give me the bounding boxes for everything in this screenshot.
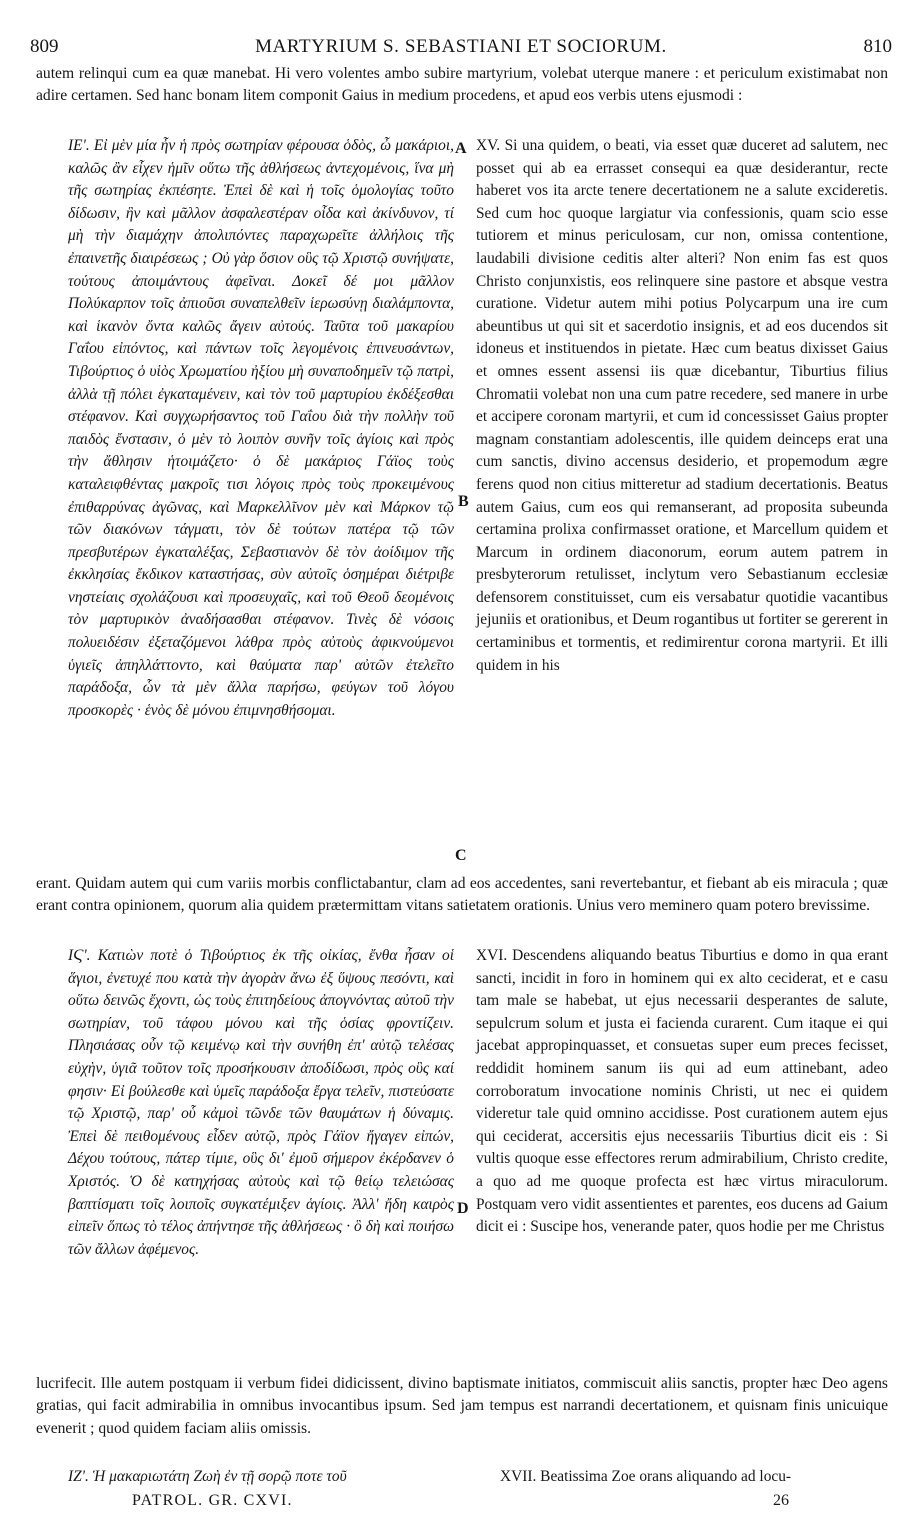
margin-letter-a: A xyxy=(455,140,467,157)
greek-column-section-15 xyxy=(68,135,454,722)
margin-letter-c: C xyxy=(455,847,467,864)
footer-sheet-number: 26 xyxy=(773,1492,789,1509)
latin-column-section-15 xyxy=(476,135,888,677)
margin-letter-b: B xyxy=(458,493,469,510)
running-title: MARTYRIUM S. SEBASTIANI ET SOCIORUM. xyxy=(255,36,667,57)
greek-text-16: ΙϚ'. Κατιὼν ποτὲ ὁ Τιβούρτιος ἐκ τῆς οἰκίας, ἔνθα ἦσαν οἱ ἅγιοι, ἐνετυχέ που κατὰ τὴν ἀγορὰν ἄνω ἐξ ὕψους πεσόντι, καὶ οὕτω δεινῶς ἔχοντι, ὡς τοὺς ἐπιτηδείους ἀπογνόντας αὐτοῦ τὴν σωτηρίαν, τοῦ τάφου μόνου καὶ τῆς ὁσίας φροντίζειν. Πλησιάσας οὖν τῷ κειμένῳ καὶ τὴν συνήθη ἐπ' αὐτῷ τελέσας εὐχὴν, ὑγιᾶ τοῦτον τοῖς προσήκουσιν ἀποδίδωσι, πρὸς οὓς καί φησιν· Εἰ βούλεσθε καὶ ὑμεῖς παράδοξα ἔργα τελεῖν, πιστεύσατε τῷ Χριστῷ, παρ' οὗ κἀμοὶ τῶνδε τῶν θαυμάτων ἡ δύναμις. Ἐπεὶ δὲ πειθομένους εἶδεν αὐτῷ, πρὸς Γάϊον ἤγαγεν εἰπών, Δέχου τούτους, πάτερ τίμιε, οὓς δι' ἐμοῦ σήμερον ἐκέρδανεν ὁ Χριστός. Ὁ δὲ κατηχήσας αὐτοὺς καὶ τῷ θείῳ τελειώσας βαπτίσματι τοῖς λοιποῖς συγκατέμιξεν ἁγίοις. Ἀλλ' ἤδη καιρὸς εἰπεῖν ὅπως τὸ τέλος ἀπήντησε τῆς ἀθλήσεως · ὃ δὴ καὶ ποιήσω τῶν ἄλλων ἀφέμενος. xyxy=(68,947,454,1258)
continuation-paragraph xyxy=(36,873,888,918)
closing-paragraph xyxy=(36,1373,888,1440)
greek-column-section-16 xyxy=(68,945,454,1261)
page-number-left: 809 xyxy=(30,36,59,57)
continuation-text: erant. Quidam autem qui cum variis morbis conflictabantur, clam ad eos accedentes, sani revertebantur, et fiebant ab eis miracula ; quæ erant contra opinionem, quorum alia quidem prætermittam vitans satietatem orationis. Unius vero meminero quam potero brevissime. xyxy=(36,875,888,915)
closing-text: lucrifecit. Ille autem postquam ii verbum fidei didicissent, divino baptismate initiatos, commiscuit aliis sanctis, propter hæc Deo agens gratias, qui facit admirabilia in omnibus invocantibus ipsum. Sed jam tempus est narrandi decertationem, et quisnam finis unicuique evenerit ; quod quidem faciam aliis omissis. xyxy=(36,1375,888,1437)
intro-paragraph xyxy=(36,63,888,108)
margin-letter-d: D xyxy=(457,1200,469,1217)
greek-section-17-start: ΙΖ'. Ἡ μακαριωτάτη Ζωὴ ἐν τῇ σορῷ ποτε τοῦ xyxy=(68,1468,347,1485)
intro-text: autem relinqui cum ea quæ manebat. Hi vero volentes ambo subire martyrium, volebat uterque manere : et periculum existimabat non adire certamen. Sed hanc bonam litem componit Gaius in medium procedens, et apud eos verbis utens ejusmodi : xyxy=(36,65,888,105)
footer-signature: PATROL. GR. CXVI. xyxy=(132,1492,293,1509)
latin-section-17-start: XVII. Beatissima Zoe orans aliquando ad locu- xyxy=(500,1468,792,1485)
latin-text-16: XVI. Descendens aliquando beatus Tiburtius e domo in qua erant sancti, incidit in foro in hominem qui ex alto ceciderat, et e casu tam male se habebat, ut ejus necessarii desperantes de salute, sepulcrum solum et justa ei facienda curarent. Cum itaque ei qui jacebat appropinquasset, et consuetas super eum preces fecisset, reddidit hominem sanum iis qui ad eum attinebant, adeo corroboratum invocatione nominis Christi, ut nec ei quidem videretur tale quid omnino accidisse. Post curationem autem ejus qui ceciderat, accersitis ejus necessariis Tiburtius dicit eis : Si vultis quoque esse effectores rerum admirabilium, Christo credite, a quo ad me quoque profecta est hæc virtus miraculorum. Postquam vero vidit assentientes et parentes, eos ducens ad Gaium dicit ei : Suscipe hos, venerande pater, quos hodie per me Christus xyxy=(476,947,888,1236)
latin-column-section-16 xyxy=(476,945,888,1239)
greek-text-15: ΙΕ'. Εἰ μὲν μία ἦν ἡ πρὸς σωτηρίαν φέρουσα ὁδὸς, ὦ μακάριοι, καλῶς ἂν εἶχεν ἡμῖν οὕτω τῆς ἀθλήσεως ἀντεχομένοις, ἵνα μὴ τῆς σωτηρίας ἐκπέσητε. Ἐπεὶ δὲ καὶ ἡ τοῖς ὁμολογίας τοῦτο δίδωσιν, ἣν καὶ μᾶλλον ἀσφαλεστέραν οἶδα καὶ ἀκίνδυνον, τί μὴ τὴν διαμάχην ἀπολιπόντες παραχωρεῖτε ἀλλήλοις τῆς ἐπαινετῆς διαιρέσεως ; Οὐ γὰρ ὅσιον οὓς τῷ Χριστῷ συνήψατε, τούτους ἀποιμάντους ἀφεῖναι. Δοκεῖ δέ μοι μᾶλλον Πολύκαρπον τοῖς ἀπιοῦσι συναπελθεῖν ἱερωσύνῃ διαλάμποντα, καὶ ἱκανὸν ὄντα καλῶς ἄγειν αὐτούς. Ταῦτα τοῦ μακαρίου Γαΐου εἰπόντος, καὶ πάντων τοῖς λεγομένοις ἐπινευσάντων, Τιβούρτιος ὁ υἱὸς Χρωματίου ἠξίου μὴ συναποδημεῖν τῷ πατρὶ, ἀλλὰ τῇ πόλει ἐγκαταμένειν, καὶ τὸν τοῦ μαρτυρίου ἐκδέξεσθαι στέφανον. Καὶ συγχωρήσαντος τοῦ Γαΐου διὰ τὴν πολλὴν τοῦ παιδὸς ἔνστασιν, ὁ μὲν τὸ λοιπὸν συνῆν τοῖς ἁγίοις καὶ πρὸς τὴν ἄθλησιν ἡτοιμάζετο· ὁ δὲ μακάριος Γάϊος τοὺς καταλειφθέντας μακροῖς τισι λόγοις πρὸς τοὺς προκειμένους ἐπιθαρρύνας ἀγῶνας, καὶ Μαρκελλῖνον μὲν καὶ Μάρκον τῷ τῶν διακόνων τάγματι, τὸν δὲ τούτων πατέρα τῷ τῶν πρεσβυτέρων ἐγκαταλέξας, Σεβαστιανὸν δὲ τὸν ἀοίδιμον τῆς ἐκκλησίας ἔκδικον καταστήσας, σὺν αὐτοῖς ὁσημέραι διέτριβε νηστείαις σχολάζουσι καὶ προσευχαῖς, καὶ τοῦ Θεοῦ δεομένοις τὸν μαρτυρικὸν ἀναδήσασθαι στέφανον. Τινὲς δὲ νόσοις πολυειδέσιν ἐξεταζόμενοι λάθρα πρὸς αὐτοὺς ἀφικνούμενοι ὑγιεῖς ἀπηλλάττοντο, καὶ θαύματα παρ' αὐτῶν ἐτελεῖτο παράδοξα, ὧν τὰ μὲν ἄλλα παρήσω, φεύγων τοῦ λόγου προσκορὲς · ἑνὸς δὲ μόνου ἐπιμνησθήσομαι. xyxy=(68,137,454,719)
page-number-right: 810 xyxy=(863,36,892,57)
running-header xyxy=(30,36,892,60)
latin-text-15: XV. Si una quidem, o beati, via esset quæ duceret ad salutem, nec posset qui ab ea errasset consequi ea quæ desiderantur, recte haberet vos ita arcte tenere decertationem ne a salute excideretis. Sed cum hoc quoque largiatur via confessionis, quam scio esse tutiorem et minus periculosam, cur non, omissa contentione, laudabili divisione ceditis alter alteri? Non enim fas est quos Christo conjunxistis, eos relinquere sine pastore et absque vestra curatione. Videtur autem mihi potius Polycarpum una ire cum abeuntibus ut qui sit et sacerdotio insignis, et ad eos ducendos sit idoneus et instituendos in pietate. Hæc cum beatus dixisset Gaius et omnes essent assensi iis quæ dicebantur, Tiburtius filius Chromatii volebat non una cum patre recedere, sed manere in urbe et accipere coronam martyrii, et cum id concessisset Gaius propter magnam constantiam adolescentis, ille quidem deinceps erat una cum sanctis, divino accensus desiderio, et propemodum ægre ferens quod non citius mitteretur ad stadium decertationis. Beatus autem Gaius, cum eos qui remanserant, ad proposita subeunda certamina prolixa confirmasset oratione, et Marcellum quidem et Marcum in ordinem diaconorum, eorum autem patrem in presbyterorum retulisset, inclytum vero Sebastianum ecclesiæ defensorem constituisset, cum eis versabatur quotidie vacantibus jejuniis et orationibus, et Deum rogantibus ut fortiter se gererent in certaminibus et tormentis, et redimirentur corona martyrii. Et illi quidem in his xyxy=(476,137,888,674)
